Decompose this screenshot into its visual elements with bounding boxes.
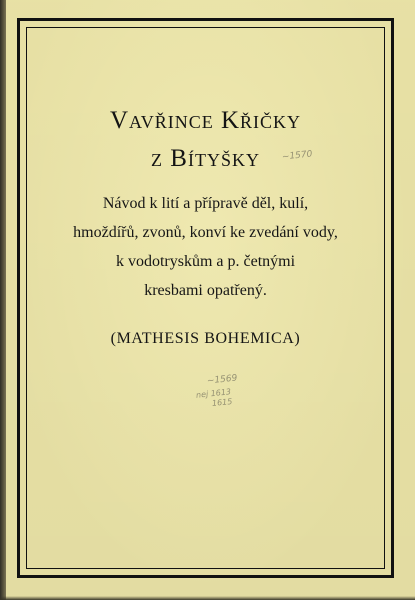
subtitle-line-2: hmoždířů, zvonů, konví ke zvedání vody, <box>73 224 338 241</box>
subtitle-line-3: k vodotryskům a p. četnými <box>115 253 296 270</box>
title-line-1 <box>26 108 385 133</box>
title-line-1-text: Vavřince Křičky <box>109 107 302 134</box>
subtitle-line-4: kresbami opatřený. <box>144 282 267 299</box>
spine-edge <box>0 0 6 600</box>
pencil-note-3: nej 1613 <box>195 387 232 400</box>
title-line-2-text: z Bítyšky <box>151 145 260 172</box>
pencil-note-2: ~1569 <box>206 373 238 387</box>
title-line-2 <box>26 146 385 171</box>
subtitle-line-1: Návod k lití a přípravě děl, kulí, <box>102 195 309 212</box>
series-name: (MATHESIS BOHEMICA) <box>110 330 301 347</box>
pencil-note-4: 1615 <box>211 396 233 409</box>
bottom-edge <box>0 596 415 600</box>
pencil-note-1: ~1570 <box>281 149 313 163</box>
